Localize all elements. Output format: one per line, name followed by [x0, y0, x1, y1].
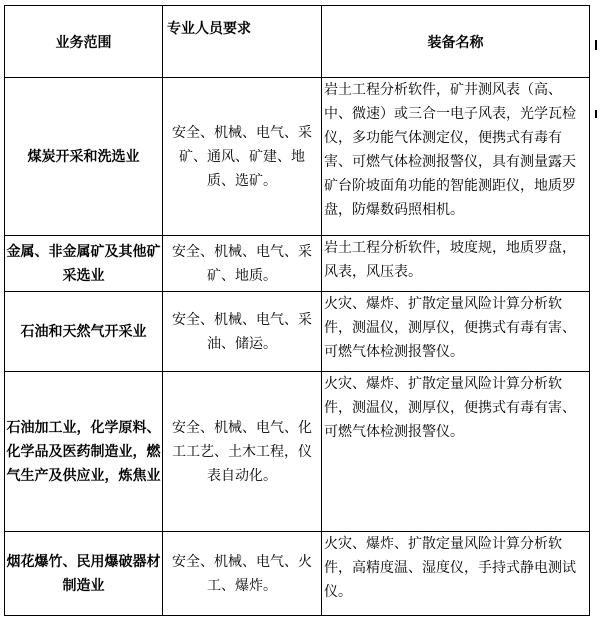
scope-cell: 石油和天然气开采业	[5, 292, 163, 372]
table-row	[5, 292, 590, 372]
header-scope: 业务范围	[5, 6, 163, 78]
personnel-cell: 安全、机械、电气、采油、储运。	[163, 292, 322, 372]
requirements-table	[4, 5, 590, 616]
table-row	[5, 532, 590, 616]
header-equipment: 装备名称	[322, 6, 590, 78]
equipment-cell: 岩土工程分析软件，坡度规，地质罗盘，风表，风压表。	[322, 236, 590, 292]
scope-cell: 烟花爆竹、民用爆破器材制造业	[5, 532, 163, 616]
personnel-cell: 安全、机械、电气、采矿、通风、矿建、地质、选矿。	[163, 78, 322, 236]
scope-cell: 煤炭开采和洗选业	[5, 78, 163, 236]
scope-cell: 金属、非金属矿及其他矿采选业	[5, 236, 163, 292]
header-personnel: 专业人员要求	[163, 6, 322, 78]
equipment-cell: 火灾、爆炸、扩散定量风险计算分析软件，高精度温、湿度仪，手持式静电测试仪。	[322, 532, 590, 616]
equipment-cell: 岩土工程分析软件，矿井测风表（高、中、微速）或三合一电子风表，光学瓦检仪，多功能气体测定仪，便携式有毒有害、可燃气体检测报警仪，具有测量露天矿台阶坡面角功能的智能测距仪，地质罗盘，防爆数码照相机。	[322, 78, 590, 236]
scope-cell: 石油加工业，化学原料、化学品及医药制造业，燃气生产及供应业，炼焦业	[5, 372, 163, 532]
table-row	[5, 372, 590, 532]
personnel-cell: 安全、机械、电气、采矿、地质。	[163, 236, 322, 292]
header-row	[5, 6, 590, 78]
table-row	[5, 78, 590, 236]
table-row	[5, 236, 590, 292]
edge-marker	[595, 110, 597, 118]
equipment-cell: 火灾、爆炸、扩散定量风险计算分析软件，测温仪，测厚仪，便携式有毒有害、可燃气体检测报警仪。	[322, 292, 590, 372]
personnel-cell: 安全、机械、电气、火工、爆炸。	[163, 532, 322, 616]
equipment-cell: 火灾、爆炸、扩散定量风险计算分析软件，测温仪，测厚仪，便携式有毒有害、可燃气体检测报警仪。	[322, 372, 590, 532]
personnel-cell: 安全、机械、电气、化工工艺、土木工程，仪表自动化。	[163, 372, 322, 532]
edge-marker	[595, 40, 597, 50]
